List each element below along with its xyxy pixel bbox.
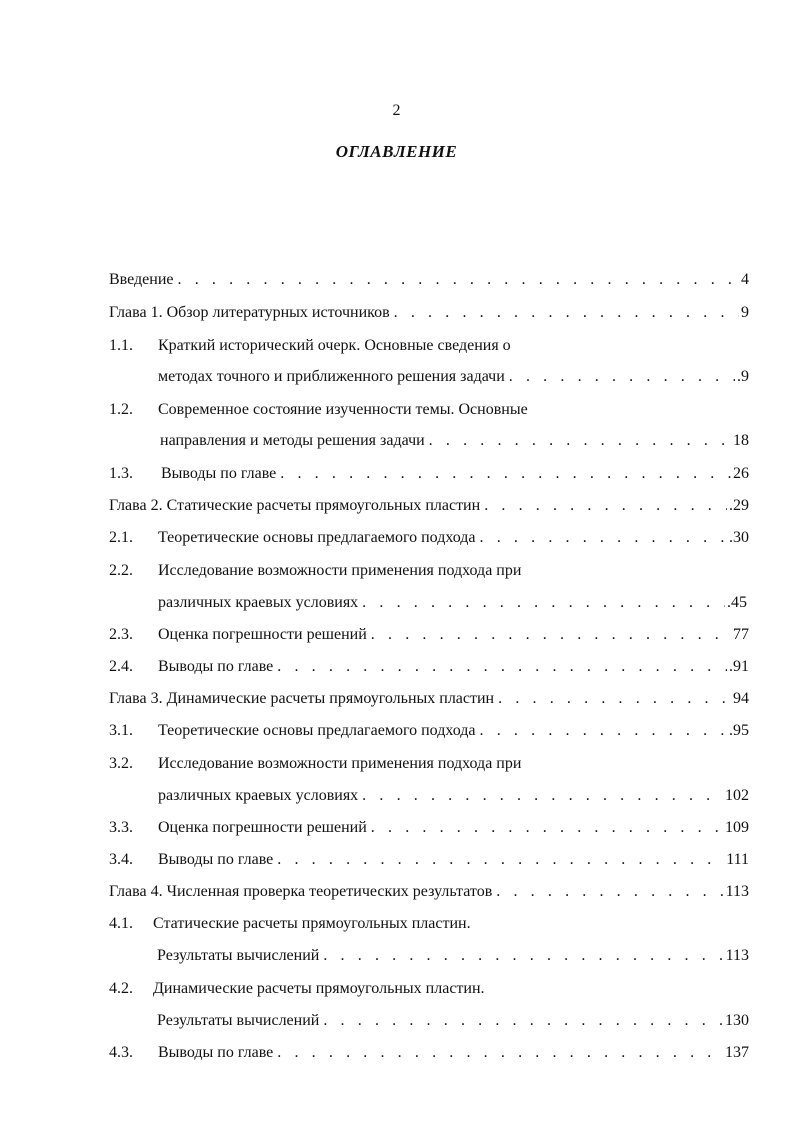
toc-entry-chapter-2[interactable] bbox=[109, 494, 749, 518]
toc-entry-number: 3.4. bbox=[109, 851, 133, 868]
toc-entry-page: .9 bbox=[737, 368, 749, 385]
toc-entry-text: Выводы по главе bbox=[158, 658, 274, 675]
toc-leader-dots bbox=[273, 1041, 723, 1065]
toc-entry-text: методах точного и приближенного решения задачи bbox=[158, 368, 505, 385]
toc-entry-chapter-4[interactable] bbox=[109, 880, 749, 904]
toc-entry-3-4[interactable] bbox=[109, 848, 749, 872]
toc-entry-1-1[interactable] bbox=[109, 334, 749, 358]
toc-entry-number: 4.1. bbox=[109, 915, 133, 932]
toc-leader-dots bbox=[276, 462, 731, 486]
toc-entry-page: 113 bbox=[725, 947, 749, 964]
toc-entry-text: Глава 3. Динамические расчеты прямоугольных пластин bbox=[109, 690, 495, 707]
toc-title: ОГЛАВЛЕНИЕ bbox=[335, 142, 458, 161]
toc-entry-number: 3.1. bbox=[109, 722, 133, 739]
toc-entry-text: Выводы по главе bbox=[158, 851, 274, 868]
toc-leader-dots bbox=[492, 880, 723, 904]
toc-entry-number: 2.3. bbox=[109, 626, 133, 643]
toc-entry-page: .95 bbox=[729, 722, 749, 739]
toc-entry-page: 77 bbox=[733, 626, 749, 643]
toc-entry-page: 9 bbox=[741, 304, 749, 321]
toc-entry-number: 1.3. bbox=[109, 465, 133, 482]
toc-entry-number: 1.2. bbox=[109, 401, 133, 418]
toc-leader-dots bbox=[494, 687, 731, 711]
toc-entry-page: 26 bbox=[733, 465, 749, 482]
toc-leader-dots bbox=[505, 365, 735, 389]
toc-leader-dots bbox=[476, 719, 727, 743]
toc-entry-text: Теоретические основы предлагаемого подхода bbox=[158, 529, 476, 546]
toc-entry-number: 1.1. bbox=[109, 337, 133, 354]
toc-leader-dots bbox=[480, 494, 727, 518]
toc-entry-text: Динамические расчеты прямоугольных пластин. bbox=[153, 980, 485, 997]
toc-entry-2-1[interactable] bbox=[109, 526, 749, 550]
toc-entry-text: Выводы по главе bbox=[158, 1044, 274, 1061]
toc-leader-dots bbox=[273, 655, 727, 679]
toc-entry-2-3[interactable] bbox=[109, 623, 749, 647]
toc-entry-page: .30 bbox=[729, 529, 749, 546]
toc-entry-page: 4 bbox=[741, 271, 749, 288]
toc-entry-number: 4.2. bbox=[109, 980, 133, 997]
toc-entry-page: 18 bbox=[733, 432, 749, 449]
toc-entry-text: Результаты вычислений bbox=[157, 1012, 320, 1029]
page-number: 2 bbox=[392, 102, 401, 119]
toc-entry-page: 130 bbox=[725, 1012, 749, 1029]
toc-entry-number: 3.3. bbox=[109, 819, 133, 836]
toc-entry-text: Выводы по главе bbox=[161, 465, 277, 482]
toc-entry-3-2[interactable] bbox=[109, 752, 749, 776]
toc-entry-page: .29 bbox=[729, 497, 749, 514]
toc-entry-page: 94 bbox=[733, 690, 749, 707]
toc-entry-text: Оценка погрешности решений bbox=[158, 819, 367, 836]
toc-entry-page: .45 bbox=[727, 594, 747, 611]
toc-entry-4-2-continued[interactable] bbox=[157, 1009, 749, 1033]
toc-entry-text: различных краевых условиях bbox=[158, 594, 359, 611]
toc-entry-4-1[interactable] bbox=[109, 912, 749, 936]
toc-entry-text: направления и методы решения задачи bbox=[160, 432, 425, 449]
toc-leader-dots bbox=[273, 848, 724, 872]
toc-entry-text: Глава 2. Статические расчеты прямоугольных пластин bbox=[109, 497, 481, 514]
toc-entry-text: Оценка погрешности решений bbox=[158, 626, 367, 643]
toc-entry-number: 4.3. bbox=[109, 1044, 133, 1061]
toc-leader-dots bbox=[476, 526, 727, 550]
toc-entry-introduction[interactable] bbox=[109, 268, 749, 292]
toc-leader-dots bbox=[174, 268, 740, 292]
toc-entry-page: 109 bbox=[725, 819, 749, 836]
toc-entry-page: 137 bbox=[725, 1044, 749, 1061]
toc-entry-number: 2.4. bbox=[109, 658, 133, 675]
toc-entry-page: 102 bbox=[725, 787, 749, 804]
toc-entry-text: Теоретические основы предлагаемого подхода bbox=[158, 722, 476, 739]
toc-entry-4-3[interactable] bbox=[109, 1041, 749, 1065]
toc-entry-number: 3.2. bbox=[109, 755, 133, 772]
toc-entry-text: различных краевых условиях bbox=[158, 787, 359, 804]
toc-entry-text: Современное состояние изученности темы. Основные bbox=[158, 401, 528, 418]
toc-entry-text: Глава 1. Обзор литературных источников bbox=[109, 304, 390, 321]
toc-leader-dots bbox=[319, 1009, 723, 1033]
toc-entry-text: Статические расчеты прямоугольных пластин. bbox=[153, 915, 471, 932]
toc-leader-dots bbox=[367, 623, 731, 647]
toc-entry-4-2[interactable] bbox=[109, 977, 749, 1001]
toc-entry-1-2[interactable] bbox=[109, 398, 749, 422]
toc-entry-page: 111 bbox=[726, 851, 749, 868]
toc-leader-dots bbox=[358, 784, 723, 808]
toc-entry-2-4[interactable] bbox=[109, 655, 749, 679]
toc-entry-3-2-continued[interactable] bbox=[158, 784, 749, 808]
toc-entry-chapter-1[interactable] bbox=[109, 301, 749, 325]
toc-leader-dots bbox=[390, 301, 739, 325]
toc-entry-text: Глава 4. Численная проверка теоретических результатов bbox=[109, 883, 493, 900]
toc-entry-page: 113 bbox=[725, 883, 749, 900]
toc-entry-1-1-continued[interactable] bbox=[158, 365, 749, 389]
toc-entry-text: Введение bbox=[109, 271, 174, 288]
toc-entry-text: Исследование возможности применения подхода при bbox=[158, 562, 522, 579]
toc-leader-dots bbox=[358, 591, 725, 615]
toc-entry-1-3[interactable] bbox=[109, 462, 749, 486]
toc-leader-dots bbox=[319, 944, 723, 968]
toc-entry-number: 2.1. bbox=[109, 529, 133, 546]
toc-entry-text: Краткий исторический очерк. Основные сведения о bbox=[158, 337, 511, 354]
toc-entry-3-1[interactable] bbox=[109, 719, 749, 743]
toc-entry-number: 2.2. bbox=[109, 562, 133, 579]
toc-entry-chapter-3[interactable] bbox=[109, 687, 749, 711]
toc-entry-page: .91 bbox=[729, 658, 749, 675]
toc-entry-3-3[interactable] bbox=[109, 816, 749, 840]
toc-entry-2-2-continued[interactable] bbox=[158, 591, 747, 615]
toc-entry-1-2-continued[interactable] bbox=[160, 429, 749, 453]
toc-entry-2-2[interactable] bbox=[109, 559, 749, 583]
toc-entry-text: Исследование возможности применения подхода при bbox=[158, 755, 522, 772]
toc-leader-dots bbox=[367, 816, 723, 840]
toc-entry-text: Результаты вычислений bbox=[157, 947, 320, 964]
toc-entry-4-1-continued[interactable] bbox=[157, 944, 749, 968]
toc-leader-dots bbox=[425, 429, 731, 453]
